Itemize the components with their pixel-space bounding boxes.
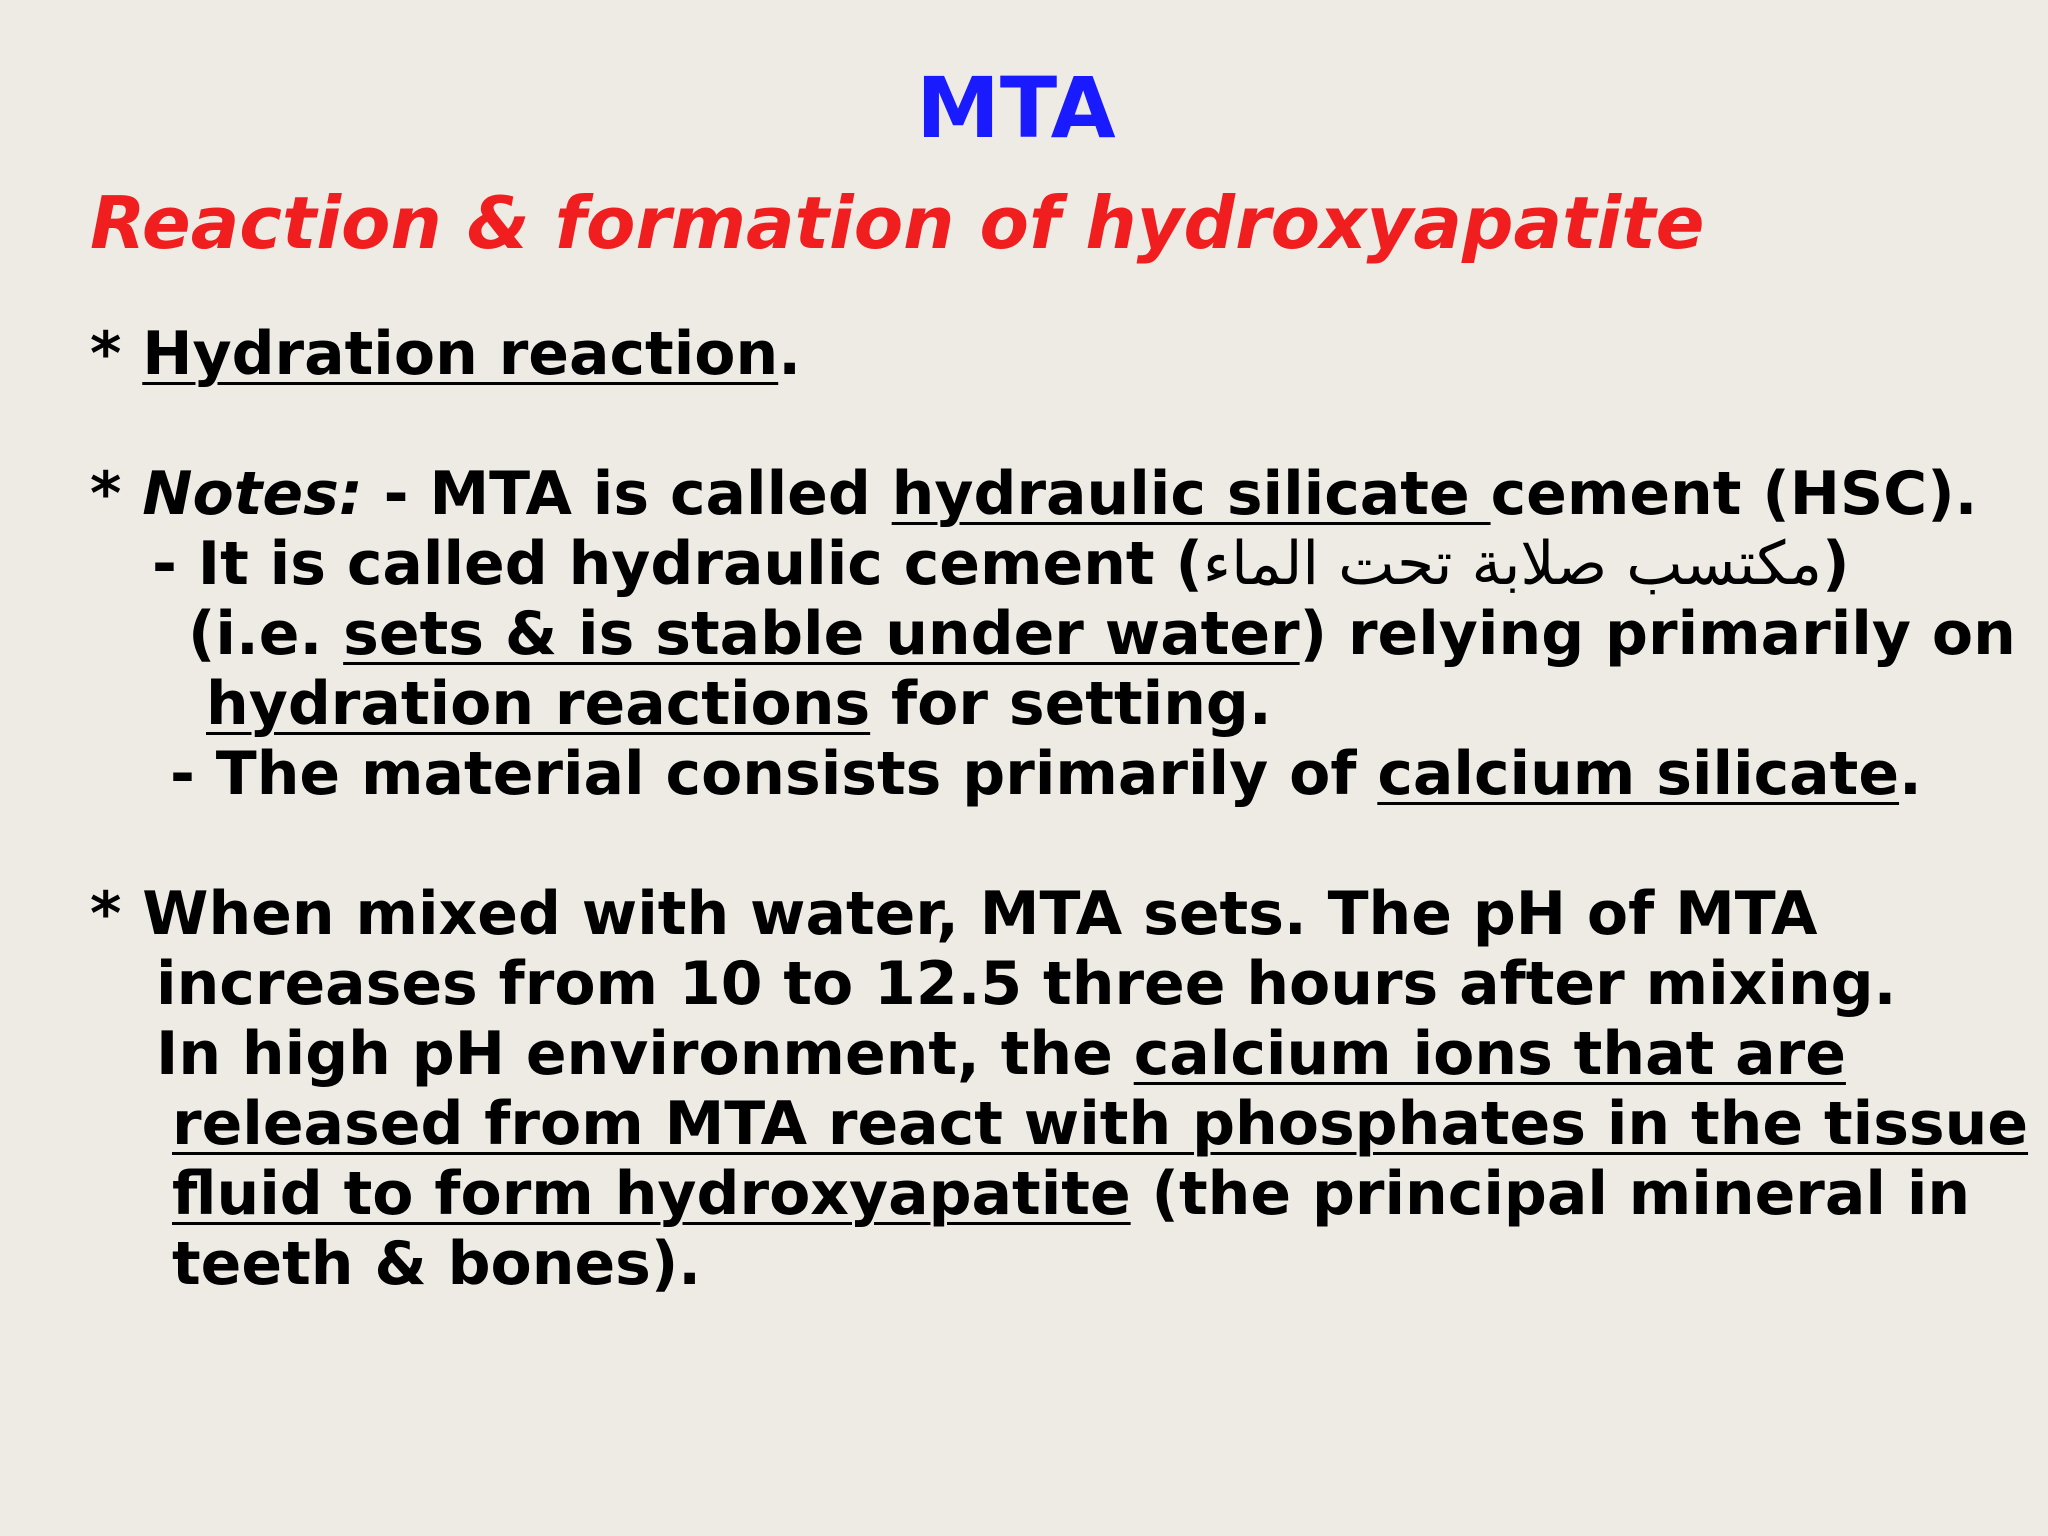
mixing-line-3: In high pH environment, the calcium ions that are xyxy=(156,1019,1846,1089)
hydration-reaction-heading: Hydration reaction xyxy=(142,319,779,389)
calcium-ions-term: calcium ions that are xyxy=(1133,1019,1846,1089)
hydration-reaction-line: * Hydration reaction. xyxy=(90,319,802,389)
bullet: * xyxy=(90,319,143,389)
mixing-line-5: fluid to form hydroxyapatite (the principal mineral in xyxy=(172,1159,1971,1229)
hydration-reactions-term: hydration reactions xyxy=(206,669,871,739)
released-phosphates-term: released from MTA react with phosphates in the tissue xyxy=(172,1089,2029,1159)
notes-line-5: - The material consists primarily of calcium silicate. xyxy=(170,739,1922,809)
notes-line-3: (i.e. sets & is stable under water) relying primarily on xyxy=(188,599,2016,669)
slide-subtitle: Reaction & formation of hydroxyapatite xyxy=(90,181,1705,265)
notes-line-2: - It is called hydraulic cement (مكتسب صلابة تحت الماء) xyxy=(152,529,1850,599)
sets-stable-under-water-term: sets & is stable under water xyxy=(343,599,1300,669)
notes-label: * Notes: xyxy=(90,459,363,529)
slide-title: MTA xyxy=(916,59,1116,157)
mixing-line-1: * When mixed with water, MTA sets. The pH of MTA xyxy=(90,879,1818,949)
arabic-translation: مكتسب صلابة تحت الماء xyxy=(1202,529,1823,599)
mixing-line-6: teeth & bones). xyxy=(172,1229,702,1299)
notes-line-4: hydration reactions for setting. xyxy=(206,669,1272,739)
mixing-line-4 xyxy=(172,1088,2028,1160)
notes-line-1: * Notes: - MTA is called hydraulic silicate cement (HSC). xyxy=(90,459,1978,529)
mixing-line-2: increases from 10 to 12.5 three hours after mixing. xyxy=(156,949,1897,1019)
form-hydroxyapatite-term: fluid to form hydroxyapatite xyxy=(172,1159,1131,1229)
hydraulic-silicate-term: hydraulic silicate xyxy=(891,459,1491,529)
calcium-silicate-term: calcium silicate xyxy=(1377,739,1900,809)
